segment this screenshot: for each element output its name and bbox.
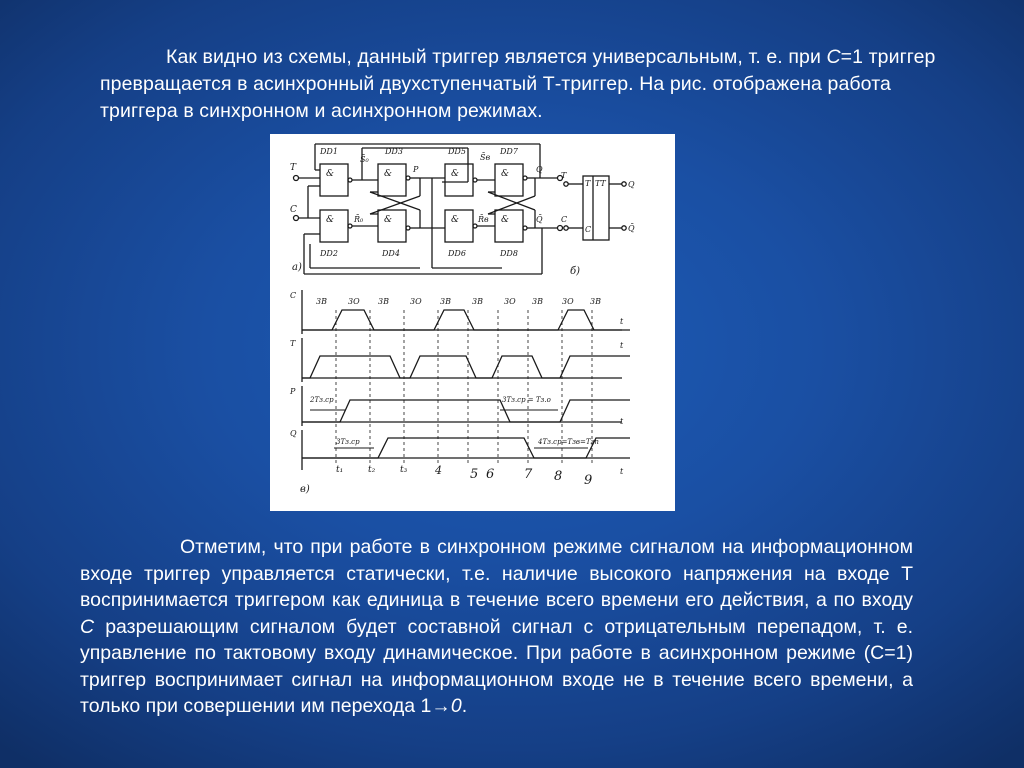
signal-p-label: P: [290, 387, 296, 396]
signal-t-axis-t: t: [620, 341, 624, 350]
gate-dd5-label: DD5: [448, 147, 466, 156]
input-c-label: С: [290, 205, 297, 215]
input-t-terminal: [294, 176, 299, 181]
gate-dd2-symbol: &: [326, 215, 335, 225]
time-mark-2: t₂: [368, 465, 376, 475]
q-ann-1: 3Тз.ср: [336, 438, 360, 446]
gate-dd6-label: DD6: [448, 249, 466, 258]
figure-drawing: [270, 134, 675, 511]
tt-block-label: ТТ: [595, 179, 606, 188]
q-ann-2: 4Тз.ср=Тзв=Тзп: [538, 438, 599, 446]
input-t-label: Т: [290, 163, 297, 173]
signal-c-label: С: [290, 291, 297, 300]
c-ann-10: 3В: [590, 297, 601, 306]
node-rv-label: R̄в: [478, 215, 489, 224]
p-ann-2: 3Тз.ср = Тз.о: [502, 396, 551, 404]
schematic-a: [290, 144, 563, 274]
gate-dd7-symbol: &: [501, 169, 510, 179]
signal-c-waveform: [302, 310, 630, 330]
label-a: а): [292, 262, 302, 273]
node-p-label: P: [413, 165, 419, 174]
gate-dd3-symbol: &: [384, 169, 393, 179]
c-ann-7: 3О: [504, 297, 516, 306]
explanation-paragraph: [80, 534, 913, 720]
tt-input-t-inner: Т: [585, 179, 591, 188]
p-ann-1: 2Тз.ср: [310, 396, 334, 404]
gate-dd1-label: DD1: [320, 147, 338, 156]
gate-dd5-symbol: &: [451, 169, 460, 179]
c-ann-8: 3В: [532, 297, 543, 306]
gate-dd4-label: DD4: [382, 249, 400, 258]
tt-input-c-inner: С: [585, 225, 592, 234]
time-mark-8: 8: [554, 469, 563, 484]
time-mark-9: 9: [584, 473, 593, 488]
signal-t-label: Т: [290, 339, 296, 348]
node-r0-label: R̄₀: [354, 215, 364, 224]
gate-dd8-label: DD8: [500, 249, 518, 258]
time-mark-7: 7: [524, 467, 533, 482]
c-ann-1: 3В: [316, 297, 327, 306]
explanation-end: .: [461, 695, 468, 717]
output-qbar-terminal: [558, 226, 563, 231]
c-ann-2: 3О: [348, 297, 360, 306]
label-b: б): [570, 266, 581, 277]
explanation-c-symbol: С: [80, 615, 95, 638]
timing-diagram: [289, 290, 630, 495]
tt-input-c-label: С: [561, 215, 568, 224]
tt-input-t-label: Т: [561, 171, 567, 180]
explanation-text-1: Отметим, что при работе в синхронном режиме сигналом на информационном входе триггер управляется статически, т.е. наличие высокого напряжения на входе Т воспринимается триггером как единица в течение всего времени его действия, а по входу: [80, 536, 913, 611]
c-ann-3: 3В: [378, 297, 389, 306]
signal-q-label: Q: [290, 429, 297, 438]
node-s0-label: S̄₀: [360, 155, 369, 164]
gate-dd6-symbol: &: [451, 215, 460, 225]
time-mark-1: t₁: [336, 465, 344, 475]
input-c-terminal: [294, 216, 299, 221]
gate-dd8-symbol: &: [501, 215, 510, 225]
time-marks: [336, 464, 592, 488]
signal-c-axis-t: t: [620, 317, 624, 326]
c-ann-6: 3В: [472, 297, 483, 306]
intro-paragraph: [100, 44, 950, 125]
node-sv-label: S̄в: [480, 153, 491, 162]
signal-c-annotations: [316, 297, 601, 306]
c-ann-4: 3О: [410, 297, 422, 306]
signal-p-axis-t: t: [620, 417, 624, 426]
gate-dd1-symbol: &: [326, 169, 335, 179]
gate-dd2-label: DD2: [320, 249, 338, 258]
signal-p-waveform: [302, 400, 630, 422]
arrow-symbol: →: [431, 695, 451, 717]
intro-text-2: =1 триггер превращается в асинхронный двухступенчатый Т-триггер. На рис. отображена работа триггера в синхронном и асинхронном режимах.: [100, 46, 936, 122]
output-qbar-label: Q̄: [536, 215, 543, 224]
c-ann-9: 3О: [562, 297, 574, 306]
tt-output-q-label: Q: [628, 180, 635, 189]
intro-text-1: Как видно из схемы, данный триггер является универсальным, т. е. при: [166, 46, 821, 68]
gate-dd7-label: DD7: [500, 147, 518, 156]
tt-output-qbar-label: Q̄: [628, 224, 635, 233]
explanation-text-2: разрешающим сигналом будет составной сигнал с отрицательным перепадом, т. е. управление по тактовому входу динамическое. При работе в асинхронном режиме (С=1) триггер воспринимает сигнал на информационном входе не в течение всего времени, а только при совершении им перехода 1: [80, 615, 913, 717]
time-mark-6: 6: [486, 467, 495, 482]
time-mark-3: t₃: [400, 465, 408, 475]
trigger-figure: [270, 134, 675, 511]
gate-dd3-label: DD3: [385, 147, 403, 156]
intro-c-symbol: С: [826, 46, 841, 68]
zero-symbol: 0: [450, 695, 462, 717]
time-mark-5: 5: [470, 467, 479, 482]
c-ann-5: 3В: [440, 297, 451, 306]
output-q-label: Q: [536, 165, 543, 174]
time-mark-4: 4: [435, 464, 442, 477]
signal-t-waveform: [302, 356, 630, 378]
schematic-b: [561, 171, 635, 277]
gate-dd4-symbol: &: [384, 215, 393, 225]
label-c: в): [300, 484, 310, 495]
signal-q-axis-t: t: [620, 467, 624, 476]
